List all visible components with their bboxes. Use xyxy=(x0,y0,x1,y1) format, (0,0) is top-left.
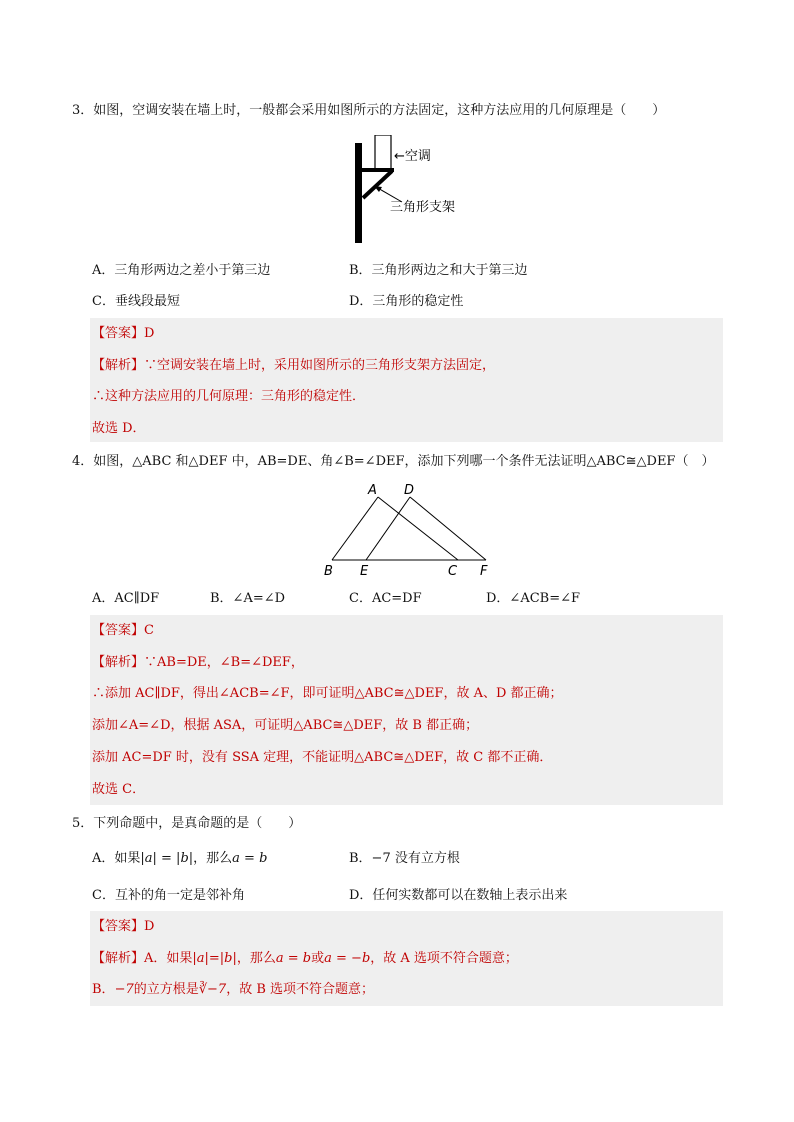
q4-answer: 【答案】C xyxy=(92,623,154,638)
q3-analysis-line-2: ∴这种方法应用的几何原理：三角形的稳定性． xyxy=(92,389,366,404)
q4-analysis-line-3: 添加∠A=∠D，根据 ASA，可证明△ABC≅△DEF，故 B 都正确； xyxy=(92,718,479,733)
q3-option-d: D．三角形的稳定性 xyxy=(349,294,464,309)
q5-a2-math-1: −7 xyxy=(114,982,134,997)
q5-option-c: C．互补的角一定是邻补角 xyxy=(92,888,245,903)
q4-option-c: C．AC=DF xyxy=(349,591,422,606)
label-bracket: 三角形支架 xyxy=(390,200,456,215)
q4-stem: 4．如图，△ABC 和△DEF 中，AB=DE、角∠B=∠DEF，添加下列哪一个条件无法证明△ABC≅△DEF（ ） xyxy=(72,454,715,469)
q5-a1-prefix: 【解析】A．如果 xyxy=(92,951,193,966)
triangles-diagram xyxy=(318,478,498,578)
wall-bar xyxy=(355,143,362,243)
q5-answer-box xyxy=(90,911,723,1006)
q4-option-a: A．AC∥DF xyxy=(92,591,160,606)
point-label-f: F xyxy=(480,564,488,578)
q4-analysis-line-4: 添加 AC=DF 时，没有 SSA 定理，不能证明△ABC≅△DEF，故 C 都不正确． xyxy=(92,750,553,765)
segment-ac xyxy=(378,497,458,560)
q4-analysis-line-2: ∴添加 AC∥DF，得出∠ACB=∠F，即可证明△ABC≅△DEF，故 A、D 都正确； xyxy=(92,686,563,701)
q5-stem: 5．下列命题中，是真命题的是（ ） xyxy=(72,816,302,831)
segment-ab xyxy=(332,497,378,560)
q5-a1-math-3: a = −b xyxy=(324,951,371,966)
q3-answer: 【答案】D xyxy=(92,326,155,341)
point-label-c: C xyxy=(448,564,458,578)
q4-answer-box xyxy=(90,615,723,805)
point-label-a: A xyxy=(368,483,377,498)
q5-a2-mid: 的立方根是 xyxy=(133,982,199,997)
q4-option-d: D．∠ACB=∠F xyxy=(486,591,581,606)
q5-a1-mid: ，那么 xyxy=(236,951,276,966)
q5-analysis-line-1 xyxy=(92,950,518,968)
q5-option-a-mid: ，那么 xyxy=(193,851,233,866)
q4-option-b: B．∠A=∠D xyxy=(210,591,286,606)
q5-option-a-math-1: |a| = |b| xyxy=(140,851,194,866)
q5-analysis-line-2 xyxy=(92,981,374,999)
q3-option-a: A．三角形两边之差小于第三边 xyxy=(92,263,271,278)
q5-a1-or: 或 xyxy=(311,951,325,966)
q5-answer: 【答案】D xyxy=(92,919,155,934)
point-label-e: E xyxy=(360,564,369,578)
q4-analysis-line-1: 【解析】∵AB=DE，∠B=∠DEF， xyxy=(92,655,304,670)
q4-figure xyxy=(318,478,498,582)
q3-stem: 3．如图，空调安装在墙上时，一般都会采用如图所示的方法固定，这种方法应用的几何原理是（ ） xyxy=(72,103,666,118)
q5-a1-math-2: a = b xyxy=(275,951,312,966)
q5-a1-math-1: |a|=|b| xyxy=(192,951,237,966)
label-ac: ←空调 xyxy=(394,149,431,164)
q5-a2-prefix: B． xyxy=(92,982,115,997)
q5-a2-post: ，故 B 选项不符合题意； xyxy=(226,982,375,997)
q4-analysis-line-5: 故选 C． xyxy=(92,782,146,797)
q5-option-d: D．任何实数都可以在数轴上表示出来 xyxy=(349,888,568,903)
q3-analysis-line-3: 故选 D． xyxy=(92,421,146,436)
q5-a2-math-2: ∛−7 xyxy=(198,982,227,997)
segment-df xyxy=(410,497,486,560)
q3-answer-box xyxy=(90,318,723,442)
q5-option-b: B．−7 没有立方根 xyxy=(349,851,460,866)
q3-option-c: C．垂线段最短 xyxy=(92,294,180,309)
q5-option-a xyxy=(92,850,267,868)
q3-figure xyxy=(330,135,510,254)
point-label-b: B xyxy=(324,564,333,578)
air-conditioner-box xyxy=(375,135,391,170)
q5-option-a-math-2: a = b xyxy=(232,851,268,866)
q3-option-b: B．三角形两边之和大于第三边 xyxy=(349,263,528,278)
segment-de xyxy=(366,497,410,560)
air-conditioner-bracket-diagram xyxy=(330,135,510,250)
q3-analysis-line-1: 【解析】∵空调安装在墙上时，采用如图所示的三角形支架方法固定， xyxy=(92,358,496,373)
q5-a1-post: ，故 A 选项不符合题意； xyxy=(370,951,518,966)
point-label-d: D xyxy=(404,483,415,498)
q5-option-a-prefix: A．如果 xyxy=(92,851,141,866)
